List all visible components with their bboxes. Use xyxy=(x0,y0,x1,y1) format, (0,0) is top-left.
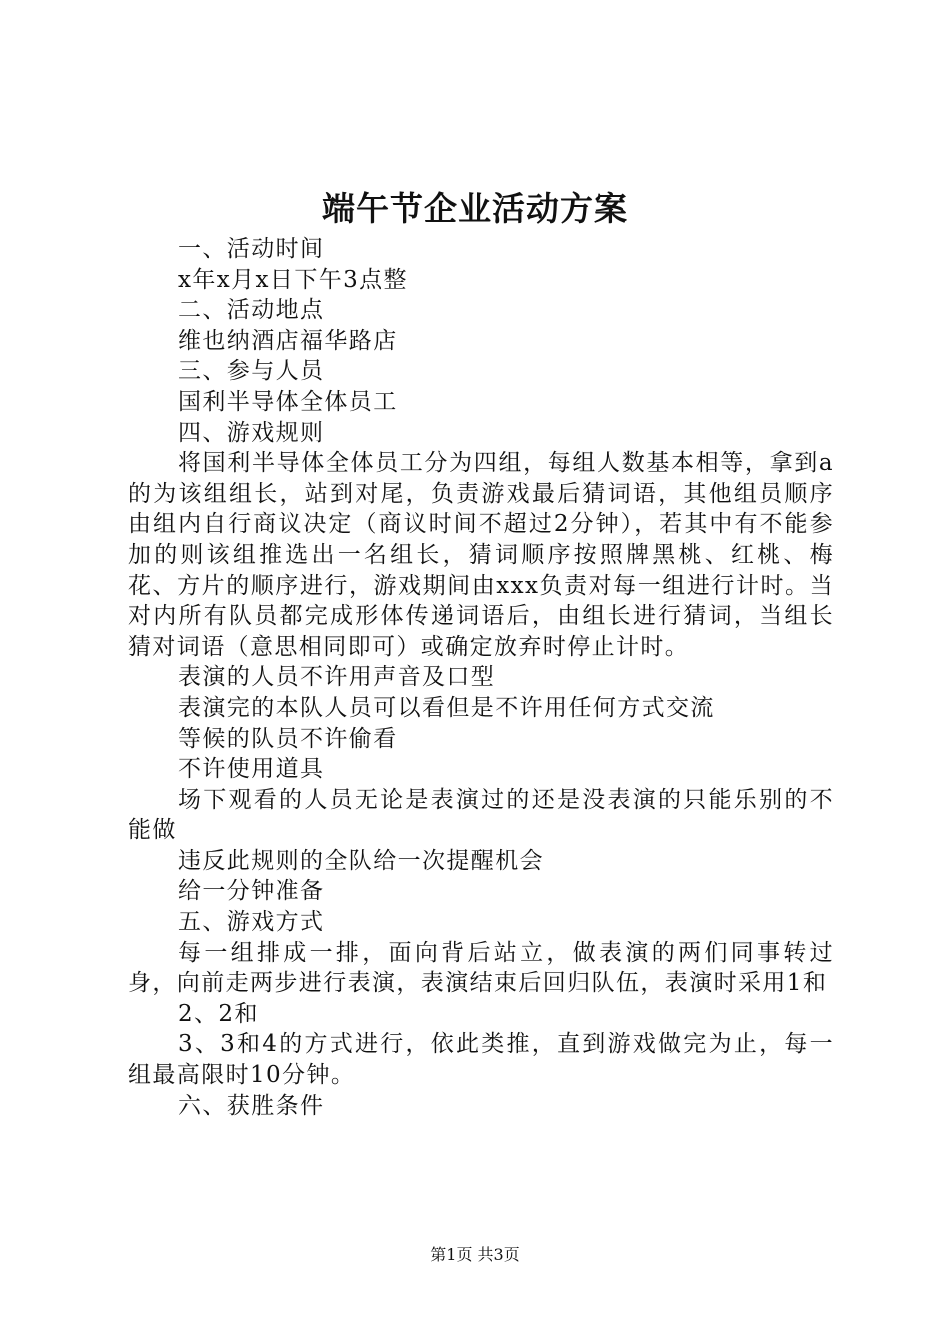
rule-item: 表演完的本队人员可以看但是不许用任何方式交流 xyxy=(178,694,715,721)
paragraph-method: 2、2和 xyxy=(178,1000,259,1027)
section-heading-method: 五、游戏方式 xyxy=(178,909,325,936)
rule-item: 给一分钟准备 xyxy=(178,878,325,905)
paragraph-method: 3、3和4的方式进行，依此类推，直到游戏做完为止，每一组最高限时10分钟。 xyxy=(128,1031,834,1089)
rule-item: 等候的队员不许偷看 xyxy=(178,725,398,752)
document-body xyxy=(128,234,834,1121)
paragraph-time: x年x月x日下午3点整 xyxy=(178,266,408,293)
section-heading-location: 二、活动地点 xyxy=(178,297,325,324)
section-heading-win: 六、获胜条件 xyxy=(178,1092,325,1119)
section-heading-time: 一、活动时间 xyxy=(178,236,325,262)
rule-item: 不许使用道具 xyxy=(178,756,325,783)
section-heading-rules: 四、游戏规则 xyxy=(178,419,325,446)
rule-item: 违反此规则的全队给一次提醒机会 xyxy=(178,847,544,874)
document-title: 端午节企业活动方案 xyxy=(322,189,628,228)
rule-item: 表演的人员不许用声音及口型 xyxy=(178,664,496,691)
paragraph-method: 每一组排成一排，面向背后站立，做表演的两们同事转过身，向前走两步进行表演，表演结束后回归队伍，表演时采用1和 xyxy=(128,939,834,997)
paragraph-location: 维也纳酒店福华路店 xyxy=(178,327,398,354)
section-heading-participants: 三、参与人员 xyxy=(178,358,325,385)
rule-item: 场下观看的人员无论是表演过的还是没表演的只能乐别的不能做 xyxy=(128,786,834,844)
page-footer: 第1页 共3页 xyxy=(430,1245,520,1264)
paragraph-rules-main: 将国利半导体全体员工分为四组，每组人数基本相等，拿到a的为该组组长，站到对尾，负责游戏最后猜词语，其他组员顺序由组内自行商议决定（商议时间不超过2分钟），若其中有不能参加的则该组推选出一名组长，猜词顺序按照牌黑桃、红桃、梅花、方片的顺序进行，游戏期间由xxx负责对每一组进行计时。当对内所有队员都完成形体传递词语后，由组长进行猜词，当组长猜对词语（意思相同即可）或确定放弃时停止计时。 xyxy=(128,450,834,660)
paragraph-participants: 国利半导体全体员工 xyxy=(178,388,398,415)
